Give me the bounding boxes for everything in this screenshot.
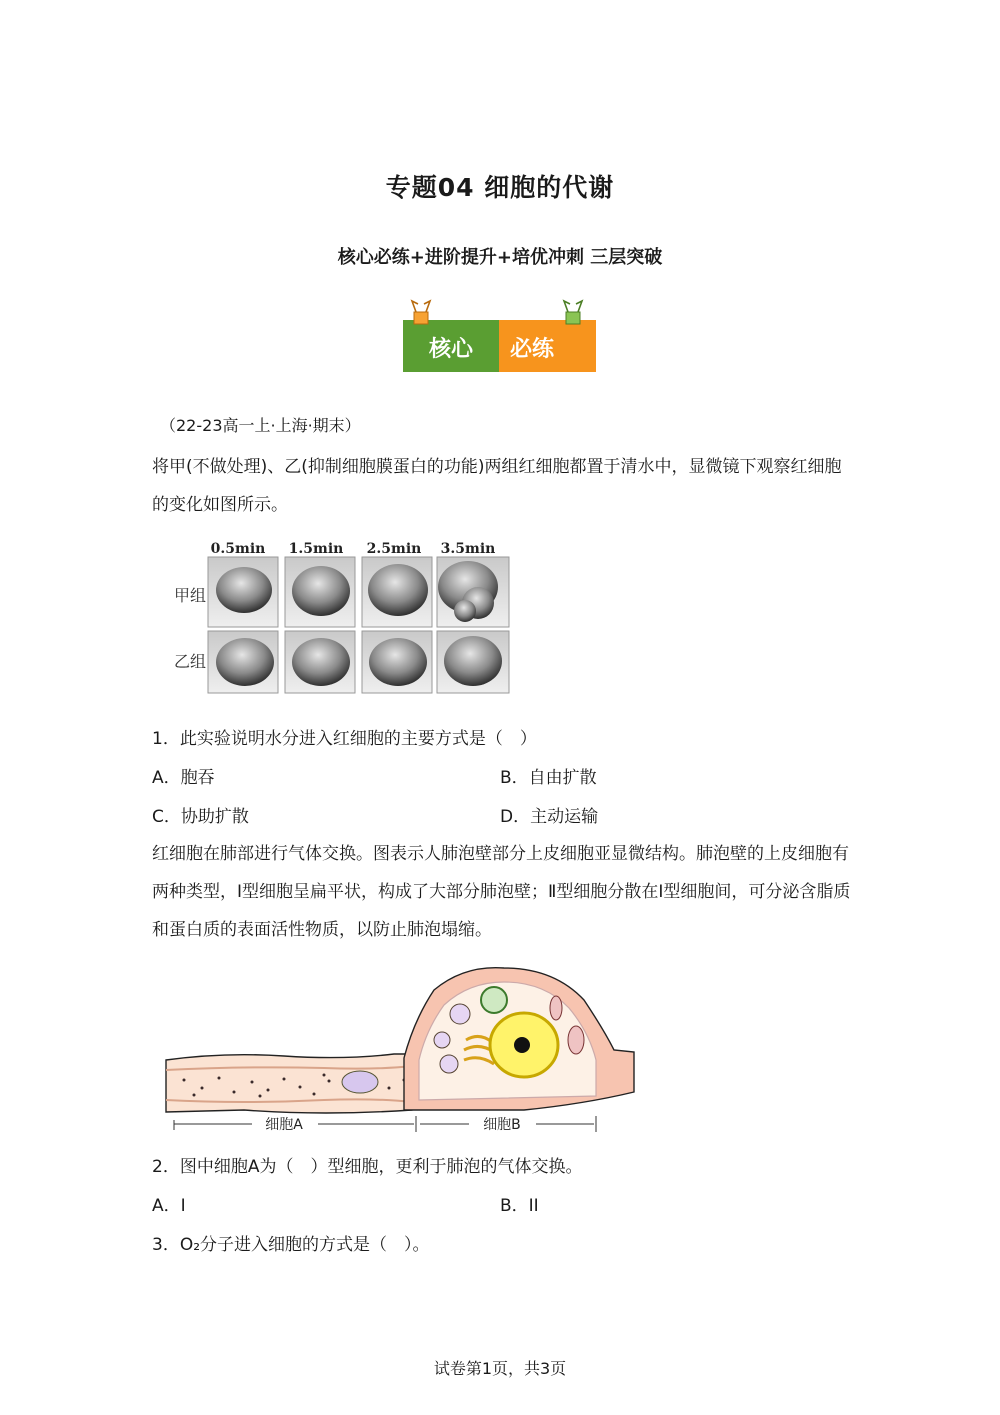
q2-stem: 2．图中细胞A为（ ）型细胞，更利于肺泡的气体交换。 [152, 1157, 583, 1177]
q1-option-d[interactable]: D．主动运输 [500, 807, 599, 827]
lamellar-body [434, 1032, 450, 1048]
vacuole-shape [481, 987, 507, 1013]
binder-clip-icon [564, 301, 582, 324]
group-label: 乙组 [174, 652, 207, 671]
q2-option-a[interactable]: A．I [152, 1196, 186, 1216]
group-label: 甲组 [174, 586, 207, 605]
nucleolus-shape [514, 1037, 530, 1053]
red-blood-cell [216, 638, 274, 686]
time-label: 3.5min [440, 541, 496, 557]
badge-left-text: 核心 [428, 337, 474, 362]
mitochondrion-shape [342, 1071, 378, 1093]
lamellar-body [440, 1055, 458, 1073]
alveolar-epithelium-figure [164, 960, 638, 1138]
page-subtitle: 核心必练+进阶提升+培优冲刺 三层突破 [337, 247, 663, 268]
dimension-line [174, 1116, 596, 1132]
red-blood-cell [292, 566, 350, 616]
q1-stem: 1．此实验说明水分进入红细胞的主要方式是（ ） [152, 729, 537, 749]
page-footer: 试卷第1页，共3页 [433, 1359, 567, 1378]
mitochondrion-shape [550, 996, 562, 1020]
mitochondrion-shape [568, 1026, 584, 1054]
q1-option-a[interactable]: A．胞吞 [152, 768, 215, 788]
q1-option-c[interactable]: C．协助扩散 [152, 807, 249, 827]
red-blood-cell [368, 564, 428, 616]
question-source: （22-23高一上·上海·期末） [160, 416, 361, 435]
passage-2: 红细胞在肺部进行气体交换。图表示人肺泡壁部分上皮细胞亚显微结构。肺泡壁的上皮细胞有两种类型，Ⅰ型细胞呈扁平状，构成了大部分肺泡壁；Ⅱ型细胞分散在Ⅰ型细胞间，可分泌含脂质和蛋白质的表面活性物质，以防止肺泡塌缩。 [152, 844, 851, 940]
core-practice-badge [400, 298, 600, 376]
red-blood-cell-figure [160, 535, 520, 695]
lamellar-body [450, 1004, 470, 1024]
badge-right-text: 必练 [509, 337, 555, 362]
binder-clip-icon [412, 301, 430, 324]
q2-option-b[interactable]: B．II [500, 1196, 539, 1216]
red-blood-cell [292, 638, 350, 686]
cell-a-label: 细胞A [265, 1117, 303, 1133]
time-label: 1.5min [288, 541, 344, 557]
q1-option-b[interactable]: B．自由扩散 [500, 768, 597, 788]
passage-1: 将甲(不做处理)、乙(抑制细胞膜蛋白的功能)两组红细胞都置于清水中，显微镜下观察红细胞的变化如图所示。 [152, 457, 842, 515]
red-blood-cell [444, 636, 502, 686]
cell-b-label: 细胞B [483, 1117, 521, 1133]
red-blood-cell [369, 638, 427, 686]
q3-stem: 3．O₂分子进入细胞的方式是（ ）。 [152, 1235, 430, 1255]
page-title: 专题04 细胞的代谢 [385, 173, 615, 202]
time-label: 2.5min [366, 541, 422, 557]
time-label: 0.5min [210, 541, 266, 557]
red-blood-cell [216, 567, 272, 613]
